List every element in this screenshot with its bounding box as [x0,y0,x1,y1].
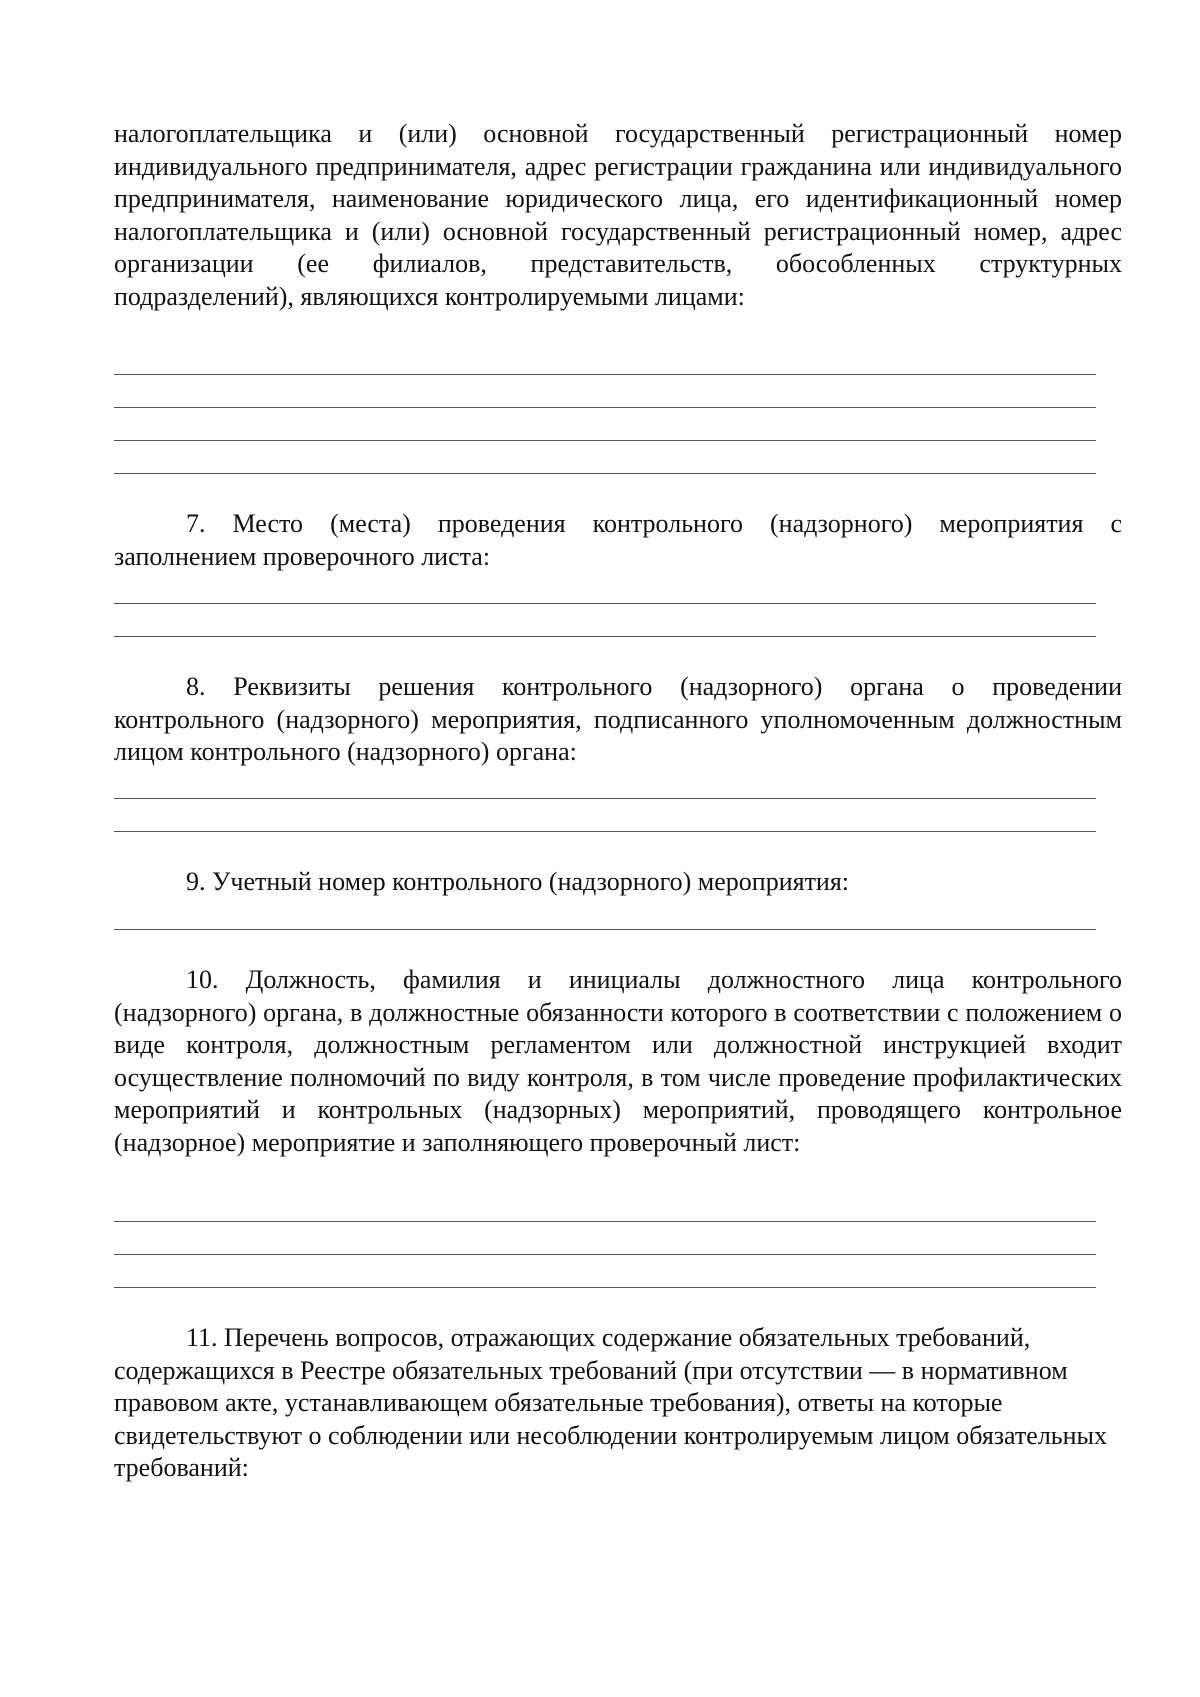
paragraph-controlled-persons-details: налогоплательщика и (или) основной государственный регистрационный номер индивидуального предпринимателя, адрес регистрации гражданина или индивидуального предпринимателя, наименование юридического лица, его идентификационный номер налогоплательщика и (или) основной государственный регистрационный номер, адрес организации (ее филиалов, представительств, обособленных структурных подразделений), являющихся контролируемыми лицами: [114,119,1122,311]
fill-line-place-1 [114,603,1096,604]
paragraph-item-9-record-number: 9. Учетный номер контрольного (надзорного) мероприятия: [186,867,850,896]
fill-line-official-2 [114,1254,1096,1255]
fill-line-record-number [114,929,1096,930]
fill-line-controlled-persons-3 [114,440,1096,441]
paragraph-item-7-place: 7. Место (места) проведения контрольного (надзорного) мероприятия с заполнением проверочного листа: [114,509,1122,571]
fill-line-decision-2 [114,831,1096,832]
fill-line-controlled-persons-4 [114,473,1096,474]
fill-line-decision-1 [114,798,1096,799]
fill-line-controlled-persons-2 [114,407,1096,408]
fill-line-controlled-persons-1 [114,374,1096,375]
paragraph-item-8-decision: 8. Реквизиты решения контрольного (надзорного) органа о проведении контрольного (надзорного) мероприятия, подписанного уполномоченным должностным лицом контрольного (надзорного) органа: [114,672,1122,766]
fill-line-official-1 [114,1221,1096,1222]
fill-line-place-2 [114,636,1096,637]
paragraph-item-10-official: 10. Должность, фамилия и инициалы должностного лица контрольного (надзорного) органа, в должностные обязанности которого в соответствии с положением о виде контроля, должностным регламентом или должностной инструкцией входит осуществление полномочий по виду контроля, в том числе проведение профилактических мероприятий и контрольных (надзорных) мероприятий, проводящего контрольное (надзорное) мероприятие и заполняющего проверочный лист: [114,965,1122,1157]
paragraph-item-11-questions: 11. Перечень вопросов, отражающих содержание обязательных требований, содержащихся в Реестре обязательных требований (при отсутствии — в нормативном правовом акте, устанавливающем обязательные требования), ответы на которые свидетельствуют о соблюдении или несоблюдении контролируемым лицом обязательных требований: [114,1323,1108,1482]
fill-line-official-3 [114,1287,1096,1288]
